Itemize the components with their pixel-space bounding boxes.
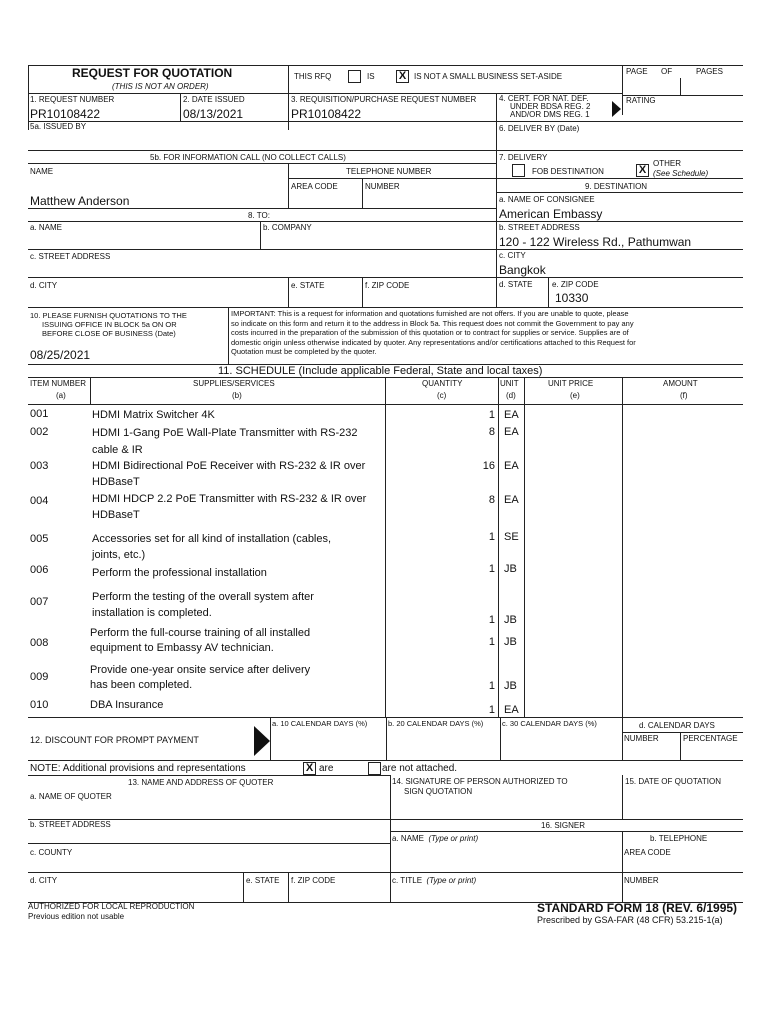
- item-unit: JB: [504, 680, 517, 692]
- item-quantity: 1: [488, 531, 495, 543]
- see-schedule-label: (See Schedule): [653, 169, 709, 178]
- dest-street-label: b. STREET ADDRESS: [499, 223, 580, 232]
- item-description: HDMI HDCP 2.2 PoE Transmitter with RS-232 & IR over HDBaseT: [92, 493, 367, 521]
- are-label: are: [319, 763, 334, 774]
- item-description: Provide one-year onsite service after delivery has been completed.: [90, 664, 311, 691]
- telephone-number-label: TELEPHONE NUMBER: [346, 167, 432, 176]
- discount-label: 12. DISCOUNT FOR PROMPT PAYMENT: [30, 735, 199, 745]
- discount-number-label: NUMBER: [624, 734, 659, 743]
- consignee-value: American Embassy: [499, 207, 603, 221]
- item-description: Accessories set for all kind of installation (cables, joints, etc.): [92, 533, 332, 561]
- schedule-title: 11. SCHEDULE (Include applicable Federal, State and local taxes): [218, 365, 543, 377]
- col-quantity: QUANTITY: [422, 379, 463, 388]
- item-quantity: 8: [488, 426, 495, 438]
- item-quantity: 1: [488, 614, 495, 626]
- signer-title-label: c. TITLE (Type or print): [392, 876, 477, 885]
- item-quantity: 1: [488, 409, 495, 421]
- page-label: PAGE: [626, 67, 648, 76]
- item-quantity: 1: [488, 680, 495, 692]
- pages-label: PAGES: [696, 67, 723, 76]
- col-unit-sub: (d): [506, 391, 516, 400]
- dest-city-label: c. CITY: [499, 251, 526, 260]
- item-unit: EA: [504, 460, 519, 472]
- cert-arrow-icon: [612, 101, 621, 117]
- col-supplies-sub: (b): [232, 391, 242, 400]
- to-name-label: a. NAME: [30, 223, 63, 232]
- item-unit: SE: [504, 531, 519, 543]
- item-unit: JB: [504, 614, 517, 626]
- to-state-label: e. STATE: [291, 281, 325, 290]
- cert-label: 4. CERT. FOR NAT. DEF. UNDER BDSA REG. 2 AND/OR DMS REG. 1: [499, 94, 591, 119]
- quoter-section-title: 13. NAME AND ADDRESS OF QUOTER: [128, 778, 274, 787]
- to-zip-label: f. ZIP CODE: [365, 281, 410, 290]
- item-description: HDMI 1-Gang PoE Wall-Plate Transmitter with RS-232 cable & IR: [92, 427, 358, 456]
- col-amount: AMOUNT: [663, 379, 698, 388]
- dest-street-value: 120 - 122 Wireless Rd., Pathumwan: [499, 235, 692, 249]
- destination-label: 9. DESTINATION: [585, 182, 648, 191]
- item-number: 010: [30, 699, 49, 711]
- authorized-reproduction: AUTHORIZED FOR LOCAL REPRODUCTION: [28, 902, 195, 911]
- consignee-label: a. NAME OF CONSIGNEE: [499, 195, 595, 204]
- dest-city-value: Bangkok: [499, 263, 546, 277]
- prescribed-by: Prescribed by GSA-FAR (48 CFR) 53.215-1(a): [537, 915, 723, 925]
- col-amount-sub: (f): [680, 391, 688, 400]
- item-description: Perform the testing of the overall system after installation is completed.: [92, 591, 314, 619]
- to-street-label: c. STREET ADDRESS: [30, 252, 111, 261]
- to-city-label: d. CITY: [30, 281, 58, 290]
- of-label: OF: [661, 67, 673, 76]
- info-call-label: 5b. FOR INFORMATION CALL (NO COLLECT CALLS): [150, 153, 346, 162]
- discount-10-days: a. 10 CALENDAR DAYS (%): [272, 719, 368, 728]
- col-item-sub: (a): [56, 391, 66, 400]
- is-label: IS: [367, 72, 375, 81]
- quoter-state-label: e. STATE: [246, 876, 280, 885]
- signature-label: 14. SIGNATURE OF PERSON AUTHORIZED TO SIGN QUOTATION: [392, 777, 568, 796]
- item-unit: EA: [504, 426, 519, 438]
- previous-edition-note: Previous edition not usable: [28, 912, 125, 921]
- form-subtitle: (THIS IS NOT AN ORDER): [112, 82, 209, 91]
- signer-number-label: NUMBER: [624, 876, 659, 885]
- item-number: 009: [30, 671, 49, 683]
- are-not-attached-label: are not attached.: [382, 763, 458, 774]
- col-quantity-sub: (c): [437, 391, 447, 400]
- col-item-number: ITEM NUMBER: [30, 379, 86, 388]
- signer-area-code-label: AREA CODE: [624, 848, 671, 857]
- quoter-name-label: a. NAME OF QUOTER: [30, 792, 112, 801]
- item-description: Perform the professional installation: [92, 567, 267, 579]
- furnish-quotations-label: 10. PLEASE FURNISH QUOTATIONS TO THE ISSUING OFFICE IN BLOCK 5a ON OR BEFORE CLOSE OF BUSINESS (Date): [30, 311, 187, 338]
- quoter-county-label: c. COUNTY: [30, 848, 73, 857]
- item-unit: EA: [504, 409, 519, 421]
- quoter-city-label: d. CITY: [30, 876, 58, 885]
- discount-arrow-icon: [254, 726, 270, 756]
- col-unit-price-sub: (e): [570, 391, 580, 400]
- date-issued-label: 2. DATE ISSUED: [183, 95, 245, 104]
- dest-state-label: d. STATE: [499, 280, 533, 289]
- fob-destination-label: FOB DESTINATION: [532, 167, 604, 176]
- discount-30-days: c. 30 CALENDAR DAYS (%): [502, 719, 597, 728]
- name-label: NAME: [30, 167, 54, 176]
- col-unit-price: UNIT PRICE: [548, 379, 594, 388]
- item-number: 005: [30, 533, 49, 545]
- item-number: 004: [30, 495, 49, 507]
- to-label: 8. TO:: [248, 211, 270, 220]
- note-text: NOTE: Additional provisions and representations: [30, 763, 246, 774]
- is-not-set-aside-checkbox[interactable]: X: [396, 70, 409, 83]
- item-description: HDMI Bidirectional PoE Receiver with RS-232 & IR over HDBaseT: [92, 460, 366, 488]
- item-number: 007: [30, 596, 49, 608]
- item-number: 002: [30, 426, 49, 438]
- discount-percentage-label: PERCENTAGE: [683, 734, 738, 743]
- col-unit: UNIT: [500, 379, 519, 388]
- item-description: DBA Insurance: [90, 699, 164, 711]
- deliver-by-label: 6. DELIVER BY (Date): [499, 124, 580, 133]
- quoter-zip-label: f. ZIP CODE: [291, 876, 336, 885]
- this-rfq-label: THIS RFQ: [294, 72, 332, 81]
- item-description: Perform the full-course training of all installed equipment to Embassy AV technician.: [90, 627, 311, 654]
- item-number: 008: [30, 637, 49, 649]
- date-issued-value: 08/13/2021: [183, 107, 244, 121]
- item-unit: EA: [504, 704, 519, 716]
- are-attached-checkbox[interactable]: X: [303, 762, 316, 775]
- quotation-due-date: 08/25/2021: [30, 348, 91, 362]
- fob-destination-checkbox[interactable]: [512, 164, 525, 177]
- item-description: HDMI Matrix Switcher 4K: [92, 409, 215, 421]
- signer-name-label: a. NAME (Type or print): [392, 834, 479, 843]
- rating-label: RATING: [626, 96, 656, 105]
- item-number: 001: [30, 408, 49, 420]
- requisition-value: PR10108422: [291, 107, 362, 121]
- item-unit: JB: [504, 563, 517, 575]
- item-number: 003: [30, 460, 49, 472]
- item-quantity: 1: [488, 563, 495, 575]
- discount-calendar-days: d. CALENDAR DAYS: [639, 721, 715, 730]
- is-not-set-aside-label: IS NOT A SMALL BUSINESS SET-ASIDE: [414, 72, 563, 81]
- item-quantity: 1: [488, 636, 495, 648]
- request-number-label: 1. REQUEST NUMBER: [30, 95, 115, 104]
- request-number-value: PR10108422: [30, 107, 101, 121]
- col-supplies: SUPPLIES/SERVICES: [193, 379, 275, 388]
- area-code-label: AREA CODE: [291, 182, 338, 191]
- signer-title: 16. SIGNER: [541, 821, 586, 830]
- delivery-label: 7. DELIVERY: [499, 153, 548, 162]
- contact-name-value: Matthew Anderson: [30, 194, 130, 208]
- other-label: OTHER: [653, 159, 681, 168]
- discount-20-days: b. 20 CALENDAR DAYS (%): [388, 719, 484, 728]
- number-label: NUMBER: [365, 182, 400, 191]
- important-notice: IMPORTANT: This is a request for information and quotations furnished are not offers. If you are unable to quote, please so indicate on this form and return it to the address in Block 5a. This request does not commit the Government to pay any costs incurred in the preparation of the submission of this quotation or to contract for supplies or service. Supplies are of domestic origin unless otherwise indicated by quoter. Any representations and/or certifications attached to this Request for Quotation must be completed by the quoter.: [231, 309, 636, 357]
- item-unit: EA: [504, 494, 519, 506]
- signer-telephone-label: b. TELEPHONE: [650, 834, 708, 843]
- is-set-aside-checkbox[interactable]: [348, 70, 361, 83]
- item-unit: JB: [504, 636, 517, 648]
- date-of-quotation-label: 15. DATE OF QUOTATION: [625, 777, 722, 786]
- item-number: 006: [30, 564, 49, 576]
- other-checkbox[interactable]: X: [636, 164, 649, 177]
- are-not-attached-checkbox[interactable]: [368, 762, 381, 775]
- item-quantity: 16: [482, 460, 495, 472]
- form-title: REQUEST FOR QUOTATION: [72, 66, 233, 80]
- item-quantity: 8: [488, 494, 495, 506]
- to-company-label: b. COMPANY: [263, 223, 312, 232]
- dest-zip-value: 10330: [555, 291, 589, 305]
- requisition-label: 3. REQUISITION/PURCHASE REQUEST NUMBER: [291, 95, 477, 104]
- quoter-street-label: b. STREET ADDRESS: [30, 820, 111, 829]
- issued-by-label: 5a. ISSUED BY: [30, 122, 87, 131]
- dest-zip-label: e. ZIP CODE: [552, 280, 599, 289]
- item-quantity: 1: [488, 704, 495, 716]
- standard-form-number: STANDARD FORM 18 (REV. 6/1995): [537, 901, 738, 915]
